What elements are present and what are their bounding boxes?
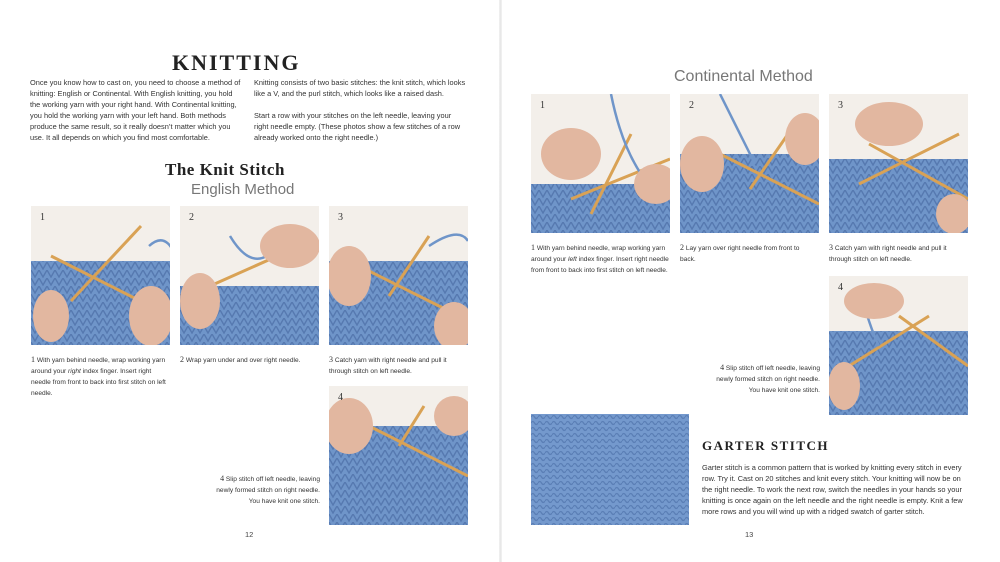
intro-column-2 <box>254 77 466 143</box>
continental-step-1-photo <box>531 94 670 233</box>
continental-step-4-number: 4 <box>838 282 843 293</box>
garter-stitch-text: Garter stitch is a common pattern that is worked by knitting every stitch in every row. Try it. Cast on 20 stitches and knit every stitch. Your knitting will now be on the right needle. To work the next row, switch the needles in your hands so your knitting is once again on the left needle and the right needle is empty. Knit a few more rows and you will wind up with a ridged swatch of garter stitch. <box>702 463 963 516</box>
intro-paragraph-1: Knitting consists of two basic stitches: the knit stitch, which looks like a V, and the purl stitch, which looks like a raised dash. <box>254 78 466 98</box>
english-step-2-caption: 2 Wrap yarn under and over right needle. <box>180 355 301 364</box>
english-step-3-caption: 3 Catch yarn with right needle and pull it through stitch on left needle. <box>329 355 447 375</box>
english-step-4-caption: 4 Slip stitch off left needle, leaving newly formed stitch on right needle. You have knit one stitch. <box>216 474 320 505</box>
english-step-3-photo <box>329 206 468 345</box>
page-number-left: 12 <box>245 530 254 539</box>
continental-step-1-caption: 1 With yarn behind needle, wrap working yarn around your left index finger. Insert right needle from front to back into first stitch on left needle. <box>531 243 669 274</box>
continental-step-4-photo <box>829 276 968 415</box>
page-title: KNITTING <box>172 50 301 75</box>
continental-step-2-photo <box>680 94 819 233</box>
english-step-4-photo <box>329 386 468 525</box>
page-gutter <box>499 0 502 562</box>
continental-step-2-number: 2 <box>689 100 694 111</box>
english-step-2-photo <box>180 206 319 345</box>
english-method-heading: English Method <box>191 181 295 198</box>
intro-column-1: Once you know how to cast on, you need to choose a method of knitting: English or Continental. With English knitting, you hold the working yarn with your right hand. With Continental knitting, you hold the working yarn with your left hand. Both methods produce the same result, so it really doesn’t matter which you use. It all depends on which you find most comfortable. <box>30 78 241 142</box>
continental-step-2-caption: 2 Lay yarn over right needle from front to back. <box>680 243 800 263</box>
continental-step-4-caption: 4 Slip stitch off left needle, leaving newly formed stitch on right needle. You have knit one stitch. <box>716 363 820 394</box>
intro-paragraph-2: Start a row with your stitches on the left needle, leaving your right needle empty. (These photos show a few stitches of a row already worked onto the right needle.) <box>254 111 461 142</box>
english-step-2-number: 2 <box>189 212 194 223</box>
continental-step-1-number: 1 <box>540 100 545 111</box>
continental-step-3-number: 3 <box>838 100 843 111</box>
garter-stitch-heading: GARTER STITCH <box>702 438 830 453</box>
english-step-3-number: 3 <box>338 212 343 223</box>
page-number-right: 13 <box>745 530 754 539</box>
continental-method-heading: Continental Method <box>674 68 813 85</box>
garter-swatch-photo <box>531 414 689 525</box>
english-step-1-caption: 1 With yarn behind needle, wrap working yarn around your right index finger. Insert right needle from front to back into first stitch on left needle. <box>31 355 166 397</box>
english-step-1-number: 1 <box>40 212 45 223</box>
section-title: The Knit Stitch <box>165 160 285 179</box>
english-step-4-number: 4 <box>338 392 343 403</box>
english-step-1-photo <box>31 206 170 345</box>
continental-step-3-photo <box>829 94 968 233</box>
continental-step-3-caption: 3 Catch yarn with right needle and pull it through stitch on left needle. <box>829 243 947 263</box>
